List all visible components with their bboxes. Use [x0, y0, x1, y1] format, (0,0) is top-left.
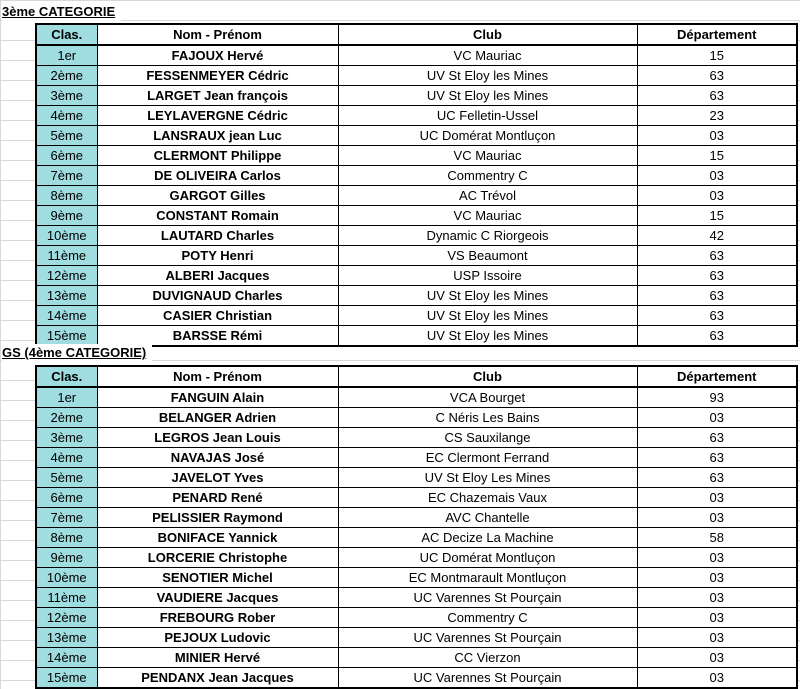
header-name: Nom - Prénom [97, 24, 338, 45]
club-cell: AC Decize La Machine [338, 528, 637, 548]
name-cell: ALBERI Jacques [97, 266, 338, 286]
table-row [36, 266, 797, 286]
department-cell: 15 [637, 45, 797, 66]
table-row [36, 488, 797, 508]
name-cell: BARSSE Rémi [97, 326, 338, 347]
table-row [36, 286, 797, 306]
department-cell: 03 [637, 186, 797, 206]
name-cell: PENDANX Jean Jacques [97, 668, 338, 689]
name-cell: PENARD René [97, 488, 338, 508]
rank-cell: 2ème [36, 66, 97, 86]
table-row [36, 468, 797, 488]
club-cell: UV St Eloy les Mines [338, 86, 637, 106]
table-row [36, 146, 797, 166]
club-cell: UV St Eloy les Mines [338, 286, 637, 306]
name-cell: CLERMONT Philippe [97, 146, 338, 166]
rank-cell: 6ème [36, 146, 97, 166]
club-cell: UV St Eloy les Mines [338, 306, 637, 326]
table-row [36, 326, 797, 347]
department-cell: 93 [637, 387, 797, 408]
table-row [36, 226, 797, 246]
club-cell: UC Varennes St Pourçain [338, 588, 637, 608]
club-cell: UC Felletin-Ussel [338, 106, 637, 126]
rank-cell: 8ème [36, 186, 97, 206]
name-cell: LEYLAVERGNE Cédric [97, 106, 338, 126]
table-row [36, 448, 797, 468]
rank-cell: 3ème [36, 86, 97, 106]
club-cell: VC Mauriac [338, 146, 637, 166]
rank-cell: 7ème [36, 166, 97, 186]
name-cell: LORCERIE Christophe [97, 548, 338, 568]
name-cell: LANSRAUX jean Luc [97, 126, 338, 146]
department-cell: 03 [637, 548, 797, 568]
rank-cell: 13ème [36, 286, 97, 306]
name-cell: FREBOURG Rober [97, 608, 338, 628]
name-cell: PELISSIER Raymond [97, 508, 338, 528]
department-cell: 23 [637, 106, 797, 126]
rank-cell: 10ème [36, 568, 97, 588]
club-cell: UC Varennes St Pourçain [338, 668, 637, 689]
table-row [36, 387, 797, 408]
department-cell: 63 [637, 246, 797, 266]
club-cell: EC Clermont Ferrand [338, 448, 637, 468]
rank-cell: 12ème [36, 266, 97, 286]
club-cell: VC Mauriac [338, 206, 637, 226]
table-header-row [36, 366, 797, 387]
department-cell: 03 [637, 508, 797, 528]
department-cell: 03 [637, 588, 797, 608]
rank-cell: 14ème [36, 306, 97, 326]
results-table-3eme-categorie [35, 23, 798, 347]
name-cell: LARGET Jean françois [97, 86, 338, 106]
rank-cell: 4ème [36, 106, 97, 126]
name-cell: JAVELOT Yves [97, 468, 338, 488]
table-row [36, 508, 797, 528]
rank-cell: 5ème [36, 126, 97, 146]
table-row [36, 668, 797, 689]
header-department: Département [637, 366, 797, 387]
header-rank: Clas. [36, 24, 97, 45]
club-cell: CS Sauxilange [338, 428, 637, 448]
table-row [36, 628, 797, 648]
department-cell: 03 [637, 608, 797, 628]
department-cell: 15 [637, 206, 797, 226]
table-row [36, 548, 797, 568]
club-cell: UV St Eloy les Mines [338, 66, 637, 86]
rank-cell: 11ème [36, 588, 97, 608]
header-department: Département [637, 24, 797, 45]
department-cell: 63 [637, 266, 797, 286]
name-cell: DE OLIVEIRA Carlos [97, 166, 338, 186]
header-club: Club [338, 366, 637, 387]
rank-cell: 15ème [36, 668, 97, 689]
club-cell: UV St Eloy Les Mines [338, 468, 637, 488]
rank-cell: 2ème [36, 408, 97, 428]
table-row [36, 648, 797, 668]
rank-cell: 9ème [36, 548, 97, 568]
table-row [36, 166, 797, 186]
club-cell: VS Beaumont [338, 246, 637, 266]
department-cell: 63 [637, 86, 797, 106]
department-cell: 42 [637, 226, 797, 246]
name-cell: LEGROS Jean Louis [97, 428, 338, 448]
club-cell: UC Varennes St Pourçain [338, 628, 637, 648]
rank-cell: 15ème [36, 326, 97, 347]
department-cell: 03 [637, 488, 797, 508]
name-cell: BELANGER Adrien [97, 408, 338, 428]
department-cell: 03 [637, 568, 797, 588]
table-row [36, 206, 797, 226]
table-row [36, 106, 797, 126]
rank-cell: 4ème [36, 448, 97, 468]
club-cell: Dynamic C Riorgeois [338, 226, 637, 246]
table-header-row [36, 24, 797, 45]
table-row [36, 126, 797, 146]
rank-cell: 10ème [36, 226, 97, 246]
department-cell: 03 [637, 408, 797, 428]
rank-cell: 13ème [36, 628, 97, 648]
rank-cell: 12ème [36, 608, 97, 628]
section-title-gs-4eme: GS (4ème CATEGORIE) [2, 344, 152, 362]
table-row [36, 608, 797, 628]
table-row [36, 66, 797, 86]
rank-cell: 11ème [36, 246, 97, 266]
department-cell: 15 [637, 146, 797, 166]
table-row [36, 428, 797, 448]
table-row [36, 186, 797, 206]
table-row [36, 528, 797, 548]
header-rank: Clas. [36, 366, 97, 387]
table-row [36, 86, 797, 106]
club-cell: VC Mauriac [338, 45, 637, 66]
name-cell: CONSTANT Romain [97, 206, 338, 226]
club-cell: C Néris Les Bains [338, 408, 637, 428]
name-cell: LAUTARD Charles [97, 226, 338, 246]
department-cell: 63 [637, 428, 797, 448]
club-cell: Commentry C [338, 608, 637, 628]
department-cell: 03 [637, 126, 797, 146]
club-cell: UC Domérat Montluçon [338, 548, 637, 568]
department-cell: 03 [637, 668, 797, 689]
club-cell: EC Montmarault Montluçon [338, 568, 637, 588]
club-cell: EC Chazemais Vaux [338, 488, 637, 508]
rank-cell: 9ème [36, 206, 97, 226]
department-cell: 63 [637, 306, 797, 326]
club-cell: UC Domérat Montluçon [338, 126, 637, 146]
club-cell: USP Issoire [338, 266, 637, 286]
table-row [36, 568, 797, 588]
name-cell: FESSENMEYER Cédric [97, 66, 338, 86]
header-club: Club [338, 24, 637, 45]
table-row [36, 588, 797, 608]
section-title-3eme: 3ème CATEGORIE [2, 3, 121, 21]
rank-cell: 1er [36, 45, 97, 66]
rank-cell: 5ème [36, 468, 97, 488]
department-cell: 58 [637, 528, 797, 548]
name-cell: SENOTIER Michel [97, 568, 338, 588]
department-cell: 03 [637, 166, 797, 186]
table-row [36, 408, 797, 428]
department-cell: 63 [637, 468, 797, 488]
club-cell: VCA Bourget [338, 387, 637, 408]
club-cell: Commentry C [338, 166, 637, 186]
name-cell: GARGOT Gilles [97, 186, 338, 206]
department-cell: 03 [637, 648, 797, 668]
name-cell: PEJOUX Ludovic [97, 628, 338, 648]
results-table-gs-4eme-categorie [35, 365, 798, 689]
department-cell: 63 [637, 66, 797, 86]
rank-cell: 8ème [36, 528, 97, 548]
name-cell: VAUDIERE Jacques [97, 588, 338, 608]
header-name: Nom - Prénom [97, 366, 338, 387]
name-cell: CASIER Christian [97, 306, 338, 326]
name-cell: FANGUIN Alain [97, 387, 338, 408]
rank-cell: 1er [36, 387, 97, 408]
department-cell: 63 [637, 286, 797, 306]
club-cell: CC Vierzon [338, 648, 637, 668]
rank-cell: 7ème [36, 508, 97, 528]
table-row [36, 306, 797, 326]
department-cell: 63 [637, 326, 797, 347]
name-cell: DUVIGNAUD Charles [97, 286, 338, 306]
rank-cell: 6ème [36, 488, 97, 508]
club-cell: AVC Chantelle [338, 508, 637, 528]
name-cell: BONIFACE Yannick [97, 528, 338, 548]
rank-cell: 3ème [36, 428, 97, 448]
name-cell: POTY Henri [97, 246, 338, 266]
club-cell: UV St Eloy les Mines [338, 326, 637, 347]
rank-cell: 14ème [36, 648, 97, 668]
table-row [36, 246, 797, 266]
name-cell: NAVAJAS José [97, 448, 338, 468]
department-cell: 63 [637, 448, 797, 468]
department-cell: 03 [637, 628, 797, 648]
club-cell: AC Trévol [338, 186, 637, 206]
name-cell: MINIER Hervé [97, 648, 338, 668]
table-row [36, 45, 797, 66]
name-cell: FAJOUX Hervé [97, 45, 338, 66]
